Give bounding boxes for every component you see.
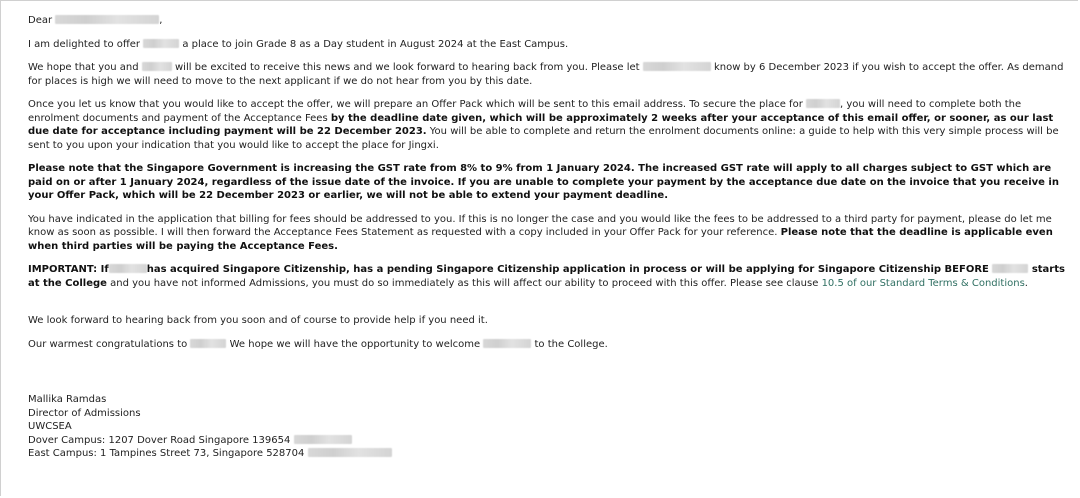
offer-pack-text-b: , you will need to complete both the enrolment documents and payment of the Acceptance Fees [28,99,1022,124]
redacted-phone-number [308,448,392,457]
paragraph-billing [28,213,1073,254]
greeting-line [28,14,1073,28]
response-text-a: We hope that you and [28,62,142,73]
congrats-text-b: We hope we will have the opportunity to welcome [226,338,484,350]
redacted-student-name [806,99,840,108]
signature-dover-address: Dover Campus: 1207 Dover Road Singapore 139654 [28,434,291,446]
redacted-student-name [483,339,531,348]
signature-east-line [28,447,1073,461]
important-text: and you have not informed Admissions, you must do so immediately as this will affect our ability to proceed with this offer. Please see clause [106,277,822,289]
deadline-bold-text: by the deadline date given, which will be approximately 2 weeks after your acceptance of this email offer, or sooner, as our last due date for acceptance including payment will be 22 December 2023. [28,112,1054,137]
paragraph-important [28,263,1073,290]
response-text-c: know by 6 December 2023 if you wish to accept the offer. As demand for places is high we will need to move to the next applicant if we do not hear from you by this date. [28,62,1064,87]
redacted-contact-name [643,62,711,71]
redacted-student-name [143,39,179,48]
paragraph-response [28,61,1073,88]
signature-name: Mallika Ramdas [28,394,107,405]
important-bold-a: IMPORTANT: If [28,264,109,275]
response-text-b: will be excited to receive this news and we look forward to hearing back from you. Please let [171,62,643,73]
redacted-recipient-name [55,15,159,24]
signature-org: UWCSEA [28,421,72,432]
redacted-student-name [109,264,147,273]
offer-text-start: I am delighted to offer [28,38,144,50]
terms-conditions-link[interactable]: 10.5 of our Standard Terms & Conditions [821,277,1025,289]
important-bold-b: has acquired Singapore Citizenship, has a pending Singapore Citizenship application in process or will be applying for Singapore Citizenship BEFORE [146,264,993,275]
gst-bold-text: Please note that the Singapore Government is increasing the GST rate from 8% to 9% from 1 January 2024. The increased GST rate will apply to all charges subject to GST which are paid on or after 1 January 2024, regardless of the issue date of the invoice. If you are unable to complete your payment by the acceptance due date on the invoice that you receive in your Offer Pack, which will be 22 December 2023 or earlier, we will not be able to extend your payment deadline. [28,163,1059,201]
billing-bold-text: Please note that the deadline is applicable even when third parties will be paying the Acceptance Fees. [28,227,1053,252]
email-body [28,14,1073,461]
important-bold-c: starts at the College [28,264,1065,289]
signature-east-address: East Campus: 1 Tampines Street 73, Singapore 528704 [28,448,305,459]
paragraph-congratulations [28,338,1073,352]
billing-text: You have indicated in the application that billing for fees should be addressed to you. If this is no longer the case and you would like the fees to be addressed to a third party for payment, please do let me know as soon as possible. I will then forward the Acceptance Fees Statement as requested with a copy included in your Offer Pack for your reference. [28,213,1052,238]
signature-dover-line [28,434,1073,448]
important-end: . [1024,277,1028,289]
signature-block [28,393,1073,461]
offer-pack-text-c: You will be able to complete and return the enrolment documents online: a guide to help with this very simple process will be sent to you upon your indication that you would like to accept the place for Jingxi. [28,126,1059,151]
offer-pack-text-a: Once you let us know that you would like to accept the offer, we will prepare an Offer Pack which will be sent to this email address. To secure the place for [28,99,806,110]
paragraph-gst-notice [28,162,1073,203]
paragraph-offer-pack [28,98,1073,152]
redacted-student-name [992,264,1028,273]
signature-title: Director of Admissions [28,407,141,419]
greeting-text: Dear [28,15,56,26]
congrats-text-a: Our warmest congratulations to [28,338,191,350]
paragraph-offer [28,38,1073,52]
congrats-text-c: to the College. [531,338,608,350]
offer-text-end: a place to join Grade 8 as a Day student in August 2024 at the East Campus. [179,38,569,50]
redacted-student-name [190,339,226,348]
redacted-phone-number [294,435,352,444]
greeting-comma: , [159,15,163,26]
paragraph-closing: We look forward to hearing back from you soon and of course to provide help if you need it. [28,315,488,326]
redacted-student-name [142,62,172,71]
